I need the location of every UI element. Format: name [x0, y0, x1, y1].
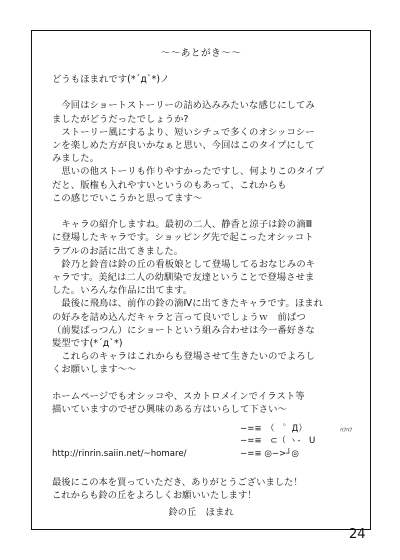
afterword-panel — [31, 30, 371, 530]
afterword-body: どうもほまれです(*´д`*)ノ 今回はショートストーリーの詰め込みみたいな感じにしてみ ましたがどうだったでしょうか? ストーリー風にするより、短いシチュで多くのオシッコシー ンを楽しめた方が良いかなぁと思い、今回はこのタイプにして みました。 思いの他ストーリも作りやすかったですし、何よりこのタイプ だと、版権も入れやすいというのもあって、これからも この感じでいこうかと思ってます〜 キャラの紹介しますね。最初の二人、静香と涼子は鈴の滴Ⅲ に登場したキャラです。ショッピング先で起こったオシッコト ラブルのお話に出てきました。 鈴乃と鈴音は鈴の丘の看板娘として登場してるおなじみのキ ャラです。美紀は二人の幼馴染で友達ということで登場させま した。いろんな作品に出てます。 最後に飛鳥は、前作の鈴の滴Ⅳに出てきたキャラです。ほまれ の好みを詰め込んだキャラと言って良いでしょうｗ 前ぱつ （前髪ぱっつん）にショートという組み合わせは今一番好きな 髪型です(*´д`*) これらのキャラはこれからも登場させて生きたいのでよろし くお願いします〜〜 ホームページでもオシッコや、スカトロメインでイラスト等 描いていますのでぜひ興味のある方はいらして下さい〜 — [52, 74, 325, 416]
emoticon-wheels: −=≡ ◎−>┘◎ — [240, 448, 299, 459]
homepage-url[interactable]: http://rinrin.saiin.net/~homare/ — [52, 448, 187, 459]
signature: 鈴の丘 ほまれ — [168, 507, 234, 518]
emoticon-row-2 — [52, 435, 362, 447]
page-number: 24 — [349, 527, 366, 542]
emoticon-block — [52, 423, 362, 460]
closing-message: 最後にこの本を買っていただき、ありがとうございました！ これからも鈴の丘をよろしくお願いいたします！ — [52, 477, 303, 502]
emoticon-row-1 — [52, 423, 362, 435]
emoticon-face: −=≡ （ ゜Д） — [240, 424, 307, 434]
afterword-title: 〜〜あとがき〜〜 — [160, 48, 242, 59]
emoticon-row-3 — [52, 448, 362, 460]
emoticon-arms: −=≡ ⊂（ ヽ- U — [240, 436, 316, 447]
emoticon-sound: ﾊﾌﾊﾌ — [340, 427, 353, 434]
